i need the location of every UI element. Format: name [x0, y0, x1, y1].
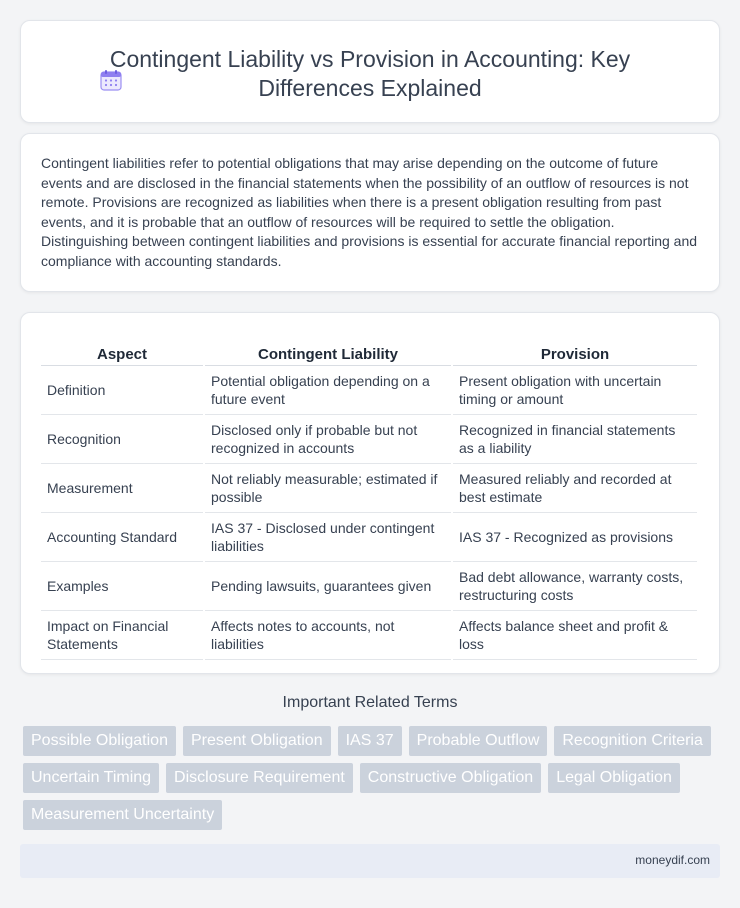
row-provision: Measured reliably and recorded at best estimate	[453, 464, 697, 513]
comparison-table-card	[20, 312, 720, 674]
row-contingent: Potential obligation depending on a future event	[205, 366, 451, 415]
row-aspect: Accounting Standard	[41, 513, 203, 562]
tag-present-obligation[interactable]: Present Obligation	[183, 726, 331, 756]
table-row	[41, 366, 697, 415]
comparison-table	[39, 333, 699, 660]
table-row	[41, 562, 697, 611]
tag-possible-obligation[interactable]: Possible Obligation	[23, 726, 176, 756]
page-title: Contingent Liability vs Provision in Accounting: Key Differences Explained	[109, 46, 631, 101]
row-provision: Recognized in financial statements as a liability	[453, 415, 697, 464]
row-contingent: Not reliably measurable; estimated if possible	[205, 464, 451, 513]
row-aspect: Measurement	[41, 464, 203, 513]
row-provision: IAS 37 - Recognized as provisions	[453, 513, 697, 562]
row-provision: Affects balance sheet and profit & loss	[453, 611, 697, 660]
row-aspect: Examples	[41, 562, 203, 611]
tag-uncertain-timing[interactable]: Uncertain Timing	[23, 763, 159, 793]
related-terms-title: Important Related Terms	[282, 694, 458, 711]
table-row	[41, 464, 697, 513]
row-provision: Present obligation with uncertain timing or amount	[453, 366, 697, 415]
related-terms-tags	[23, 726, 723, 830]
table-row	[41, 513, 697, 562]
table-row	[41, 611, 697, 660]
tag-legal-obligation[interactable]: Legal Obligation	[548, 763, 680, 793]
header-contingent-liability: Contingent Liability	[205, 333, 451, 366]
header-aspect: Aspect	[41, 333, 203, 366]
header-provision: Provision	[453, 333, 697, 366]
tag-ias-37[interactable]: IAS 37	[338, 726, 402, 756]
footer-site-link[interactable]: moneydif.com	[635, 853, 710, 867]
row-contingent: Disclosed only if probable but not recognized in accounts	[205, 415, 451, 464]
table-row	[41, 415, 697, 464]
row-aspect: Impact on Financial Statements	[41, 611, 203, 660]
row-provision: Bad debt allowance, warranty costs, restructuring costs	[453, 562, 697, 611]
title-card	[20, 20, 720, 123]
intro-paragraph: Contingent liabilities refer to potential obligations that may arise depending on the outcome of future events and are disclosed in the financial statements when the possibility of an outflow of resources is not remote. Provisions are recognized as liabilities when there is a present obligation resulting from past events, and it is probable that an outflow of resources will be required to settle the obligation. Distinguishing between contingent liabilities and provisions is essential for accurate financial reporting and compliance with accounting standards.	[41, 155, 698, 269]
tag-measurement-uncertainty[interactable]: Measurement Uncertainty	[23, 800, 222, 830]
table-header-row	[41, 333, 697, 366]
row-contingent: Pending lawsuits, guarantees given	[205, 562, 451, 611]
tag-constructive-obligation[interactable]: Constructive Obligation	[360, 763, 541, 793]
row-aspect: Recognition	[41, 415, 203, 464]
row-contingent: Affects notes to accounts, not liabilities	[205, 611, 451, 660]
footer	[20, 844, 720, 878]
tag-disclosure-requirement[interactable]: Disclosure Requirement	[166, 763, 353, 793]
tag-probable-outflow[interactable]: Probable Outflow	[409, 726, 548, 756]
tag-recognition-criteria[interactable]: Recognition Criteria	[554, 726, 711, 756]
intro-card	[20, 133, 720, 292]
row-contingent: IAS 37 - Disclosed under contingent liabilities	[205, 513, 451, 562]
row-aspect: Definition	[41, 366, 203, 415]
